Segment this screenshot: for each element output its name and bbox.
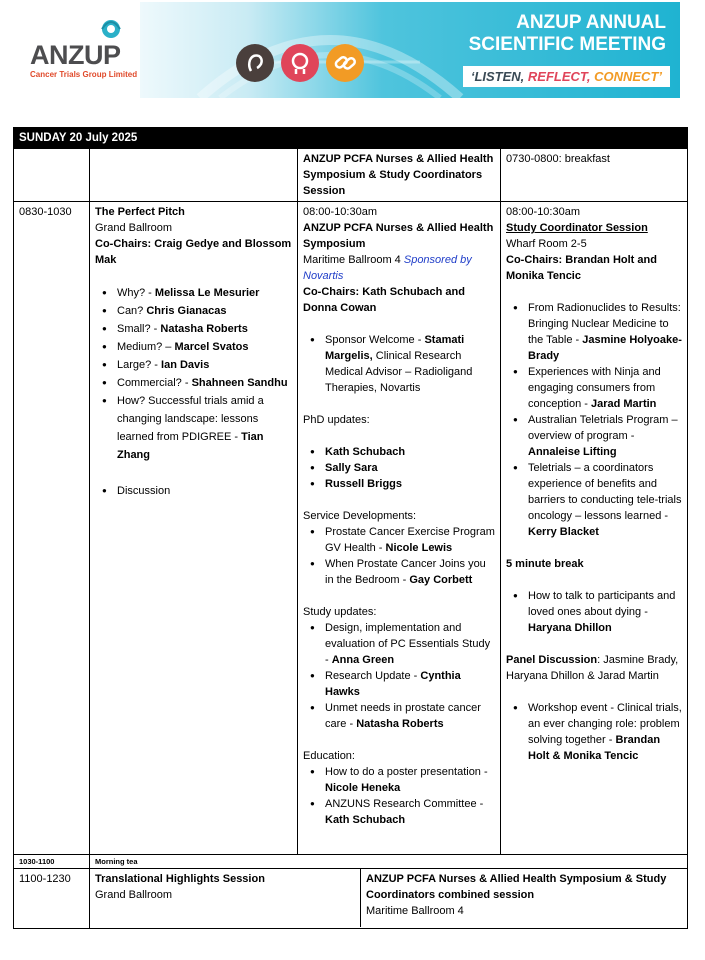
session-room: Maritime Ballroom 4 (366, 905, 464, 917)
breakfast-header: 0730-0800: breakfast (501, 149, 688, 202)
symposium-header: ANZUP PCFA Nurses & Allied Health Symposium & Study Coordinators Session (298, 149, 501, 202)
session-time-detail: 08:00-10:30am (303, 206, 377, 218)
logo-subtitle: Cancer Trials Group Limited (30, 70, 138, 79)
coordinator-list (506, 300, 682, 540)
ear-icon (236, 44, 274, 82)
session-title: ANZUP PCFA Nurses & Allied Health Symposium (303, 222, 494, 250)
session-title: ANZUP PCFA Nurses & Allied Health Symposium & Study Coordinators combined session (366, 873, 667, 901)
session-chairs: Co-Chairs: Kath Schubach and Donna Cowan (303, 286, 465, 314)
list-item: ● Sally Sara (303, 460, 495, 476)
list-item: ● Workshop event - Clinical trials, an ever changing role: problem solving together - Brandan Holt & Monika Tencic (506, 700, 682, 764)
education-list (303, 764, 495, 828)
tagline-connect: CONNECT’ (594, 69, 662, 84)
list-item: ● Unmet needs in prostate cancer care - Natasha Roberts (303, 700, 495, 732)
session-row-0830 (14, 202, 688, 855)
day-header-row (14, 128, 688, 149)
study-list (303, 620, 495, 732)
session-room: Grand Ballroom (95, 222, 173, 234)
phd-heading: PhD updates: (303, 414, 370, 426)
list-item: ● Research Update - Cynthia Hawks (303, 668, 495, 700)
list-item: ● Discussion (95, 482, 292, 500)
study-heading: Study updates: (303, 606, 377, 618)
study-coordinator-cell (501, 202, 688, 855)
list-item: ● Kath Schubach (303, 444, 495, 460)
session-room: Wharf Room 2-5 (506, 238, 587, 250)
session-chairs: Co-Chairs: Brandan Holt and Monika Tencic (506, 254, 657, 282)
session-time: 1100-1230 (14, 869, 90, 929)
list-item: ● How? Successful trials amid a changing landscape: lessons learned from PDIGREE - Tian Zhang (95, 392, 292, 464)
nurses-symposium-cell (298, 202, 501, 855)
list-item: ● Why? - Melissa Le Mesurier (95, 284, 292, 302)
list-item: ● Sponsor Welcome - Stamati Margelis, Clinical Research Medical Advisor – Radioligand Therapies, Novartis (303, 332, 495, 396)
combined-session (361, 869, 687, 927)
day-label: SUNDAY 20 July 2025 (14, 128, 688, 149)
list-item: ● Design, implementation and evaluation of PC Essentials Study - Anna Green (303, 620, 495, 668)
link-icon (326, 44, 364, 82)
empty-cell (90, 149, 298, 202)
translational-session (90, 869, 361, 927)
phd-list (303, 444, 495, 492)
list-item: ● Small? - Natasha Roberts (95, 320, 292, 338)
session-chairs: Co-Chairs: Craig Gedye and Blossom Mak (95, 238, 292, 266)
morning-tea-time: 1030-1100 (14, 855, 90, 869)
logo-name: ANZUP (30, 40, 121, 70)
session-title: Study Coordinator Session (506, 222, 648, 234)
list-item: ● Australian Teletrials Program – overview of program - Annaleise Lifting (506, 412, 682, 460)
list-item: ● Large? - Ian Davis (95, 356, 292, 374)
meeting-tagline (463, 66, 670, 87)
pitch-list (95, 284, 292, 500)
session-room: Grand Ballroom (95, 889, 173, 901)
program-table (13, 127, 688, 929)
list-item: ● When Prostate Cancer Joins you in the Bedroom - Gay Corbett (303, 556, 495, 588)
session-title: The Perfect Pitch (95, 206, 185, 218)
list-item: ● Commercial? - Shahneen Sandhu (95, 374, 292, 392)
morning-tea-label: Morning tea (90, 855, 688, 869)
perfect-pitch-cell (90, 202, 298, 855)
list-item: ● ANZUNS Research Committee - Kath Schubach (303, 796, 495, 828)
list-item: ● Can? Chris Gianacas (95, 302, 292, 320)
anzup-logo (18, 18, 148, 88)
page-header (0, 0, 705, 105)
meeting-banner (140, 2, 680, 98)
list-item: ● From Radionuclides to Results: Bringing Nuclear Medicine to the Table - Jasmine Holyoake-Brady (506, 300, 682, 364)
tagline-reflect: REFLECT, (527, 69, 595, 84)
welcome-list (303, 332, 495, 396)
break-label: 5 minute break (506, 558, 584, 570)
service-list (303, 524, 495, 588)
list-item: ● Prostate Cancer Exercise Program GV Health - Nicole Lewis (303, 524, 495, 556)
session-title: Translational Highlights Session (95, 873, 265, 885)
education-heading: Education: (303, 750, 355, 762)
list-item: ● Russell Briggs (303, 476, 495, 492)
list-item: ● How to do a poster presentation - Nicole Heneka (303, 764, 495, 796)
list-item: ● Teletrials – a coordinators experience of benefits and barriers to conducting tele-trials oncology – lessons learned - Kerry Blacket (506, 460, 682, 540)
brain-icon (281, 44, 319, 82)
session2-container (90, 869, 688, 929)
service-heading: Service Developments: (303, 510, 417, 522)
list-item: ● Experiences with Ninja and engaging consumers from conception - Jarad Martin (506, 364, 682, 412)
meeting-title (469, 12, 666, 56)
session-room: Maritime Ballroom 4 Sponsored by Novartis (303, 254, 472, 282)
tagline-listen: ‘LISTEN, (470, 69, 528, 84)
empty-cell (14, 149, 90, 202)
meeting-title-line1: ANZUP ANNUAL (516, 12, 666, 33)
morning-tea-row (14, 855, 688, 869)
workshop-list (506, 700, 682, 764)
list-item: ● Medium? – Marcel Svatos (95, 338, 292, 356)
meeting-title-line2: SCIENTIFIC MEETING (468, 34, 666, 55)
session-time-detail: 08:00-10:30am (506, 206, 580, 218)
panel-discussion: Panel Discussion: Jasmine Brady, Haryana Dhillon & Jarad Martin (506, 654, 679, 682)
session-row-1100 (14, 869, 688, 929)
list-item: ● How to talk to participants and loved ones about dying - Haryana Dhillon (506, 588, 682, 636)
talk-list (506, 588, 682, 636)
session-time: 0830-1030 (14, 202, 90, 855)
column-header-row (14, 149, 688, 202)
logo-mark-icon (98, 18, 124, 40)
sponsor-note: Sponsored by Novartis (303, 254, 472, 282)
